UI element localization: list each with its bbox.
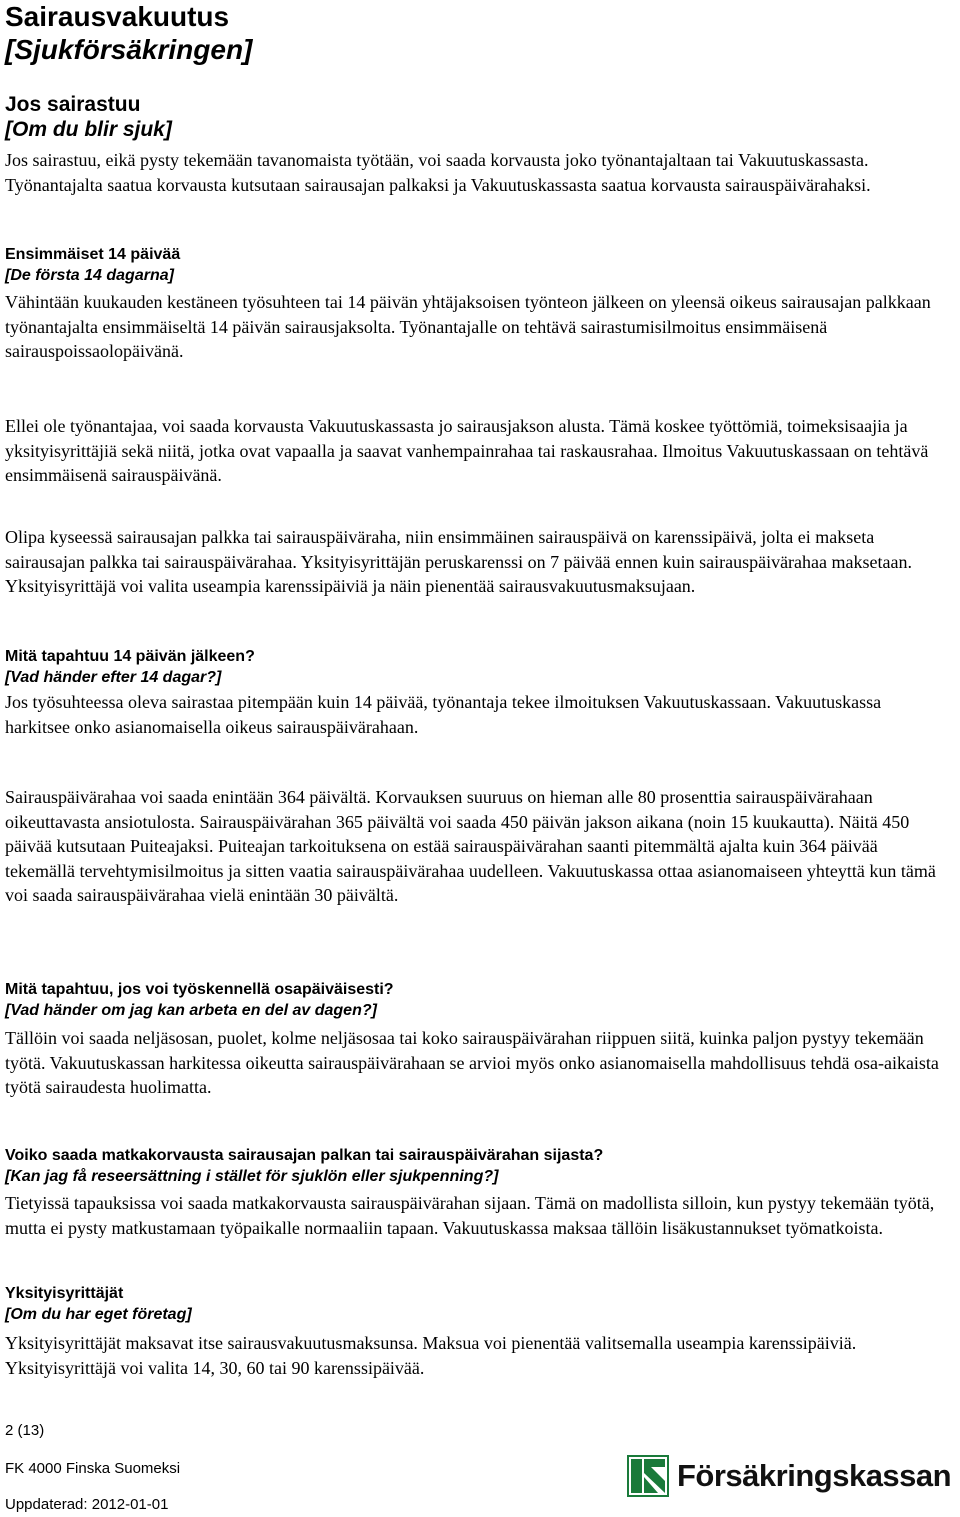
heading-sv: [Vad händer efter 14 dagar?] bbox=[5, 669, 222, 686]
paragraph: Ellei ole työnantajaa, voi saada korvausta Vakuutuskassasta jo sairausjakson alusta. Tämä koskee työttömiä, toimeksisaajia ja yksityisyrittäjiä sekä niitä, jotka ovat vapaalla ja saavat vanhempainrahaa tai raskausrahaa. Ilmoitus Vakuutuskassaan on tehtävä ensimmäisenä sairauspäivänä. bbox=[5, 416, 929, 486]
paragraph: Vähintään kuukauden kestäneen työsuhteen tai 14 päivän yhtäjaksoisen työnteon jälkeen on yleensä oikeus sairausajan palkkaan työnantajalta ensimmäiseltä 14 päivän sairausjaksolta. Työnantajalle on tehtävä sairastumisilmoitus ensimmäisenä sairauspoissaolopäivänä. bbox=[5, 292, 931, 362]
paragraph: Olipa kyseessä sairausajan palkka tai sairauspäiväraha, niin ensimmäinen sairauspäivä on karenssipäivä, jolta ei makseta sairausajan palkka tai sairauspäivärahaa. Yksityisyrittäjän peruskarenssi on 7 päivää ennen kuin sairauspäivärahaa maksetaan. Yksityisyrittäjä voi valita useampia karenssipäiviä ja näin pienentää sairausvakuutusmaksujaan. bbox=[5, 527, 912, 597]
paragraph: Tällöin voi saada neljäsosan, puolet, kolme neljäsosaa tai koko sairauspäivärahan riippuen siitä, kuinka paljon pystyy tekemään työtä. Vakuutuskassan harkitessa oikeutta sairauspäivärahaan se arvioi myös onko asianomaisella mahdollisuus tehdä osa-aikaista työtä sairaudesta huolimatta. bbox=[5, 1028, 939, 1098]
heading-fi: Yksityisyrittäjät bbox=[5, 1285, 124, 1302]
logo-text: Försäkringskassan bbox=[677, 1458, 952, 1493]
heading-fi: Jos sairastuu bbox=[5, 93, 141, 116]
heading-sv: [De första 14 dagarna] bbox=[5, 267, 174, 284]
section-heading-matkakorvaus bbox=[5, 1145, 950, 1187]
page-title bbox=[5, 0, 950, 66]
paragraph: Yksityisyrittäjät maksavat itse sairausvakuutusmaksunsa. Maksua voi pienentää valitsemalla useampia karenssipäiviä. Yksityisyrittäjä voi valita 14, 30, 60 tai 90 karenssipäivää. bbox=[5, 1333, 857, 1378]
paragraph: Tietyissä tapauksissa voi saada matkakorvausta sairauspäivärahan sijaan. Tämä on madollista silloin, kun pystyy tekemään työtä, mutta ei pysty matkustamaan työpaikalle normaaliin tapaan. Vakuutuskassa maksaa tällöin lisäkustannukset työmatkoista. bbox=[5, 1193, 935, 1238]
heading-sv: [Om du har eget företag] bbox=[5, 1306, 192, 1323]
forsakringskassan-logo bbox=[627, 1452, 957, 1500]
heading-fi: Mitä tapahtuu 14 päivän jälkeen? bbox=[5, 648, 255, 665]
section-heading-yksityisyrittajat bbox=[5, 1283, 950, 1325]
paragraph: Sairauspäivärahaa voi saada enintään 364 päivältä. Korvauksen suuruus on hieman alle 80 prosenttia sairauspäivärahaan oikeuttavasta ansiotulosta. Sairauspäivärahan 365 päivältä voi saada 450 päivän jakson aikana (noin 15 kuukautta). Näitä 450 päivää kutsutaan Puiteajaksi. Puiteajan tarkoituksena on estää sairauspäivärahan saanti pitemmältä ajalta kuin 364 päivää tekemällä tervehtymisilmoitus ja sitten vaatia sairauspäivärahaa uudelleen. Vakuutuskassa ottaa asianomaiseen yhteyttä kun tämä voi saada sairauspäivärahaa vielä enintään 30 päivältä. bbox=[5, 787, 936, 906]
heading-fi: Voiko saada matkakorvausta sairausajan palkan tai sairauspäivärahan sijasta? bbox=[5, 1147, 604, 1164]
title-fi: Sairausvakuutus bbox=[5, 1, 230, 32]
heading-sv: [Om du blir sjuk] bbox=[5, 118, 172, 141]
section-heading-jos-sairastuu bbox=[5, 92, 950, 142]
title-sv: [Sjukförsäkringen] bbox=[5, 34, 253, 65]
section-heading-ensimmaiset bbox=[5, 244, 950, 286]
document-code: FK 4000 Finska Suomeksi bbox=[5, 1460, 181, 1477]
logo-mark-icon bbox=[627, 1455, 669, 1497]
heading-sv: [Vad händer om jag kan arbeta en del av dagen?] bbox=[5, 1002, 377, 1019]
paragraph: Jos sairastuu, eikä pysty tekemään tavanomaista työtään, voi saada korvausta joko työnantajaltaan tai Vakuutuskassasta. Työnantajalta saatua korvausta kutsutaan sairausajan palkaksi ja Vakuutuskassasta saatua korvausta sairauspäivärahaksi. bbox=[5, 150, 871, 195]
heading-fi: Ensimmäiset 14 päivää bbox=[5, 246, 181, 263]
heading-sv: [Kan jag få reseersättning i stället för sjuklön eller sjukpenning?] bbox=[5, 1168, 499, 1185]
updated-date: Uppdaterad: 2012-01-01 bbox=[5, 1496, 169, 1513]
section-heading-14-paivan-jalkeen bbox=[5, 646, 950, 688]
heading-fi: Mitä tapahtuu, jos voi työskennellä osapäiväisesti? bbox=[5, 981, 394, 998]
paragraph: Jos työsuhteessa oleva sairastaa pitempään kuin 14 päivää, työnantaja tekee ilmoituksen Vakuutuskassaan. Vakuutuskassa harkitsee onko asianomaisella oikeus sairauspäivärahaan. bbox=[5, 692, 882, 737]
page-number: 2 (13) bbox=[5, 1422, 45, 1439]
section-heading-osapaivaisesti bbox=[5, 979, 950, 1021]
